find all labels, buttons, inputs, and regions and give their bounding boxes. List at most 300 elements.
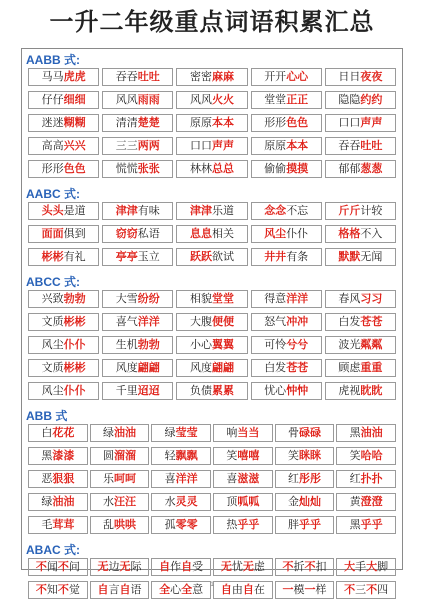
word-cell <box>275 470 335 488</box>
word-cell <box>102 91 173 109</box>
highlighted-chars: 大 <box>366 560 378 573</box>
plain-chars: 黑 <box>349 518 361 531</box>
plain-chars: 四 <box>377 583 389 596</box>
highlighted-chars: 冲冲 <box>286 315 309 328</box>
word-cell <box>28 137 99 155</box>
word-cell <box>336 516 396 534</box>
word-row <box>22 558 402 578</box>
highlighted-chars: 本本 <box>286 139 309 152</box>
word-cell <box>102 160 173 178</box>
word-cell <box>102 202 173 220</box>
highlighted-chars: 乎乎 <box>360 518 383 531</box>
plain-chars: 边 <box>108 560 120 573</box>
word-cell <box>176 160 247 178</box>
highlighted-chars: 勃勃 <box>137 338 160 351</box>
plain-chars: 知 <box>46 583 58 596</box>
plain-chars: 恶 <box>41 472 53 485</box>
plain-chars: 文质 <box>41 315 64 328</box>
word-cell <box>102 248 173 266</box>
highlighted-chars: 自 <box>97 583 109 596</box>
word-cell <box>176 225 247 243</box>
plain-chars: 水 <box>102 495 114 508</box>
word-cell <box>336 447 396 465</box>
plain-chars: 虎视 <box>338 384 361 397</box>
highlighted-chars: 头头 <box>41 204 64 217</box>
word-cell <box>102 359 173 377</box>
highlighted-chars: 火火 <box>211 93 234 106</box>
plain-chars: 怒气 <box>264 315 287 328</box>
highlighted-chars: 无 <box>242 560 254 573</box>
plain-chars: 俱到 <box>63 227 86 240</box>
highlighted-chars: 风尘 <box>264 227 287 240</box>
plain-chars: 郁郁 <box>338 162 361 175</box>
highlighted-chars: 澄澄 <box>360 495 383 508</box>
highlighted-chars: 灵灵 <box>175 495 198 508</box>
plain-chars: 文质 <box>41 361 64 374</box>
plain-chars: 形形 <box>41 162 64 175</box>
plain-chars: 千里 <box>115 384 138 397</box>
word-cell <box>151 516 211 534</box>
word-row <box>22 91 402 111</box>
plain-chars: 乱 <box>102 518 114 531</box>
plain-chars: 风度 <box>115 361 138 374</box>
highlighted-chars: 声声 <box>211 139 234 152</box>
plain-chars: 白发 <box>338 315 361 328</box>
plain-chars: 忧心 <box>264 384 287 397</box>
highlighted-chars: 声声 <box>360 116 383 129</box>
word-cell <box>325 382 396 400</box>
word-cell <box>275 558 335 576</box>
plain-chars: 相貌 <box>189 292 212 305</box>
highlighted-chars: 飘飘 <box>175 449 198 462</box>
word-cell <box>275 424 335 442</box>
word-cell <box>251 160 322 178</box>
highlighted-chars: 格格 <box>338 227 361 240</box>
highlighted-chars: 哄哄 <box>113 518 136 531</box>
word-cell <box>90 493 150 511</box>
plain-chars: 响 <box>226 426 238 439</box>
highlighted-chars: 念念 <box>264 204 287 217</box>
highlighted-chars: 默默 <box>338 250 361 263</box>
highlighted-chars: 无 <box>119 560 131 573</box>
plain-chars: 吞吞 <box>338 139 361 152</box>
plain-chars: 喜 <box>226 472 238 485</box>
plain-chars: 春风 <box>338 292 361 305</box>
highlighted-chars: 哈哈 <box>360 449 383 462</box>
word-cell <box>28 336 99 354</box>
word-cell <box>275 493 335 511</box>
word-cell <box>28 290 99 308</box>
plain-chars: 玉立 <box>137 250 160 263</box>
plain-chars: 金 <box>287 495 299 508</box>
word-cell <box>213 516 273 534</box>
highlighted-chars: 色色 <box>63 162 86 175</box>
plain-chars: 孤 <box>164 518 176 531</box>
word-cell <box>90 424 150 442</box>
plain-chars: 仆仆 <box>286 227 309 240</box>
plain-chars: 乐道 <box>211 204 234 217</box>
word-row <box>22 359 402 379</box>
page-number: 1 <box>210 582 214 588</box>
highlighted-chars: 粼粼 <box>360 338 383 351</box>
highlighted-chars: 迢迢 <box>137 384 160 397</box>
highlighted-chars: 糊糊 <box>63 116 86 129</box>
plain-chars: 密密 <box>189 70 212 83</box>
word-cell <box>90 558 150 576</box>
highlighted-chars: 窃窃 <box>115 227 138 240</box>
highlighted-chars: 不 <box>57 560 69 573</box>
plain-chars: 红 <box>287 472 299 485</box>
section-header: AABB 式: <box>26 53 80 67</box>
word-cell <box>325 202 396 220</box>
plain-chars: 隐隐 <box>338 93 361 106</box>
word-cell <box>28 470 88 488</box>
word-cell <box>251 290 322 308</box>
plain-chars: 原原 <box>264 139 287 152</box>
highlighted-chars: 不 <box>366 583 378 596</box>
plain-chars: 扣 <box>315 560 327 573</box>
plain-chars: 白发 <box>264 361 287 374</box>
word-row <box>22 493 402 513</box>
highlighted-chars: 雨雨 <box>137 93 160 106</box>
word-row <box>22 225 402 245</box>
highlighted-chars: 本本 <box>211 116 234 129</box>
word-cell <box>176 202 247 220</box>
plain-chars: 模 <box>293 583 305 596</box>
word-cell <box>28 516 88 534</box>
highlighted-chars: 不 <box>35 560 47 573</box>
highlighted-chars: 汪汪 <box>113 495 136 508</box>
highlighted-chars: 摸摸 <box>286 162 309 175</box>
plain-chars: 原原 <box>189 116 212 129</box>
highlighted-chars: 不 <box>344 583 356 596</box>
word-cell <box>28 424 88 442</box>
plain-chars: 笑 <box>287 449 299 462</box>
plain-chars: 忧 <box>231 560 243 573</box>
plain-chars: 折 <box>293 560 305 573</box>
highlighted-chars: 忡忡 <box>286 384 309 397</box>
word-row <box>22 516 402 536</box>
highlighted-chars: 全 <box>159 583 171 596</box>
plain-chars: 相关 <box>211 227 234 240</box>
plain-chars: 有礼 <box>63 250 86 263</box>
highlighted-chars: 无 <box>220 560 232 573</box>
plain-chars: 欲试 <box>211 250 234 263</box>
word-cell <box>176 382 247 400</box>
highlighted-chars: 漆漆 <box>52 449 75 462</box>
word-cell <box>176 336 247 354</box>
plain-chars: 际 <box>130 560 142 573</box>
plain-chars: 形形 <box>264 116 287 129</box>
plain-chars: 问 <box>68 560 80 573</box>
word-row <box>22 160 402 180</box>
word-cell <box>251 313 322 331</box>
highlighted-chars: 洋洋 <box>286 292 309 305</box>
highlighted-chars: 无 <box>97 560 109 573</box>
word-cell <box>251 225 322 243</box>
highlighted-chars: 油油 <box>113 426 136 439</box>
plain-chars: 喜 <box>164 472 176 485</box>
plain-chars: 风风 <box>115 93 138 106</box>
word-cell <box>28 91 99 109</box>
highlighted-chars: 莹莹 <box>175 426 198 439</box>
plain-chars: 风度 <box>189 361 212 374</box>
highlighted-chars: 呵呵 <box>113 472 136 485</box>
word-cell <box>90 470 150 488</box>
plain-chars: 风风 <box>189 93 212 106</box>
word-cell <box>28 493 88 511</box>
highlighted-chars: 碌碌 <box>298 426 321 439</box>
highlighted-chars: 津津 <box>115 204 138 217</box>
word-cell <box>325 225 396 243</box>
word-cell <box>151 470 211 488</box>
plain-chars: 风尘 <box>41 338 64 351</box>
word-row <box>22 313 402 333</box>
plain-chars: 私语 <box>137 227 160 240</box>
plain-chars: 吞吞 <box>115 70 138 83</box>
highlighted-chars: 约约 <box>360 93 383 106</box>
plain-chars: 大雪 <box>115 292 138 305</box>
highlighted-chars: 苍苍 <box>286 361 309 374</box>
plain-chars: 三 <box>355 583 367 596</box>
word-cell <box>28 225 99 243</box>
highlighted-chars: 一 <box>282 583 294 596</box>
plain-chars: 水 <box>164 495 176 508</box>
plain-chars: 绿 <box>164 426 176 439</box>
plain-chars: 黄 <box>349 495 361 508</box>
highlighted-chars: 张张 <box>137 162 160 175</box>
word-row <box>22 68 402 88</box>
highlighted-chars: 纷纷 <box>137 292 160 305</box>
highlighted-chars: 总总 <box>211 162 234 175</box>
highlighted-chars: 自 <box>242 583 254 596</box>
highlighted-chars: 葱葱 <box>360 162 383 175</box>
plain-chars: 乐 <box>102 472 114 485</box>
plain-chars: 胖 <box>287 518 299 531</box>
highlighted-chars: 翩翩 <box>137 361 160 374</box>
plain-chars: 开开 <box>264 70 287 83</box>
word-cell <box>213 424 273 442</box>
section-header: ABB 式 <box>26 409 68 423</box>
section-header: ABAC 式: <box>26 543 80 557</box>
highlighted-chars: 兴兴 <box>63 139 86 152</box>
plain-chars: 马马 <box>41 70 64 83</box>
plain-chars: 生机 <box>115 338 138 351</box>
word-cell <box>151 558 211 576</box>
highlighted-chars: 油油 <box>360 426 383 439</box>
plain-chars: 有条 <box>286 250 309 263</box>
highlighted-chars: 翩翩 <box>211 361 234 374</box>
word-cell <box>336 558 396 576</box>
highlighted-chars: 大 <box>344 560 356 573</box>
plain-chars: 口口 <box>189 139 212 152</box>
plain-chars: 由 <box>231 583 243 596</box>
word-cell <box>325 68 396 86</box>
word-cell <box>102 313 173 331</box>
word-row <box>22 114 402 134</box>
word-cell <box>176 68 247 86</box>
highlighted-chars: 滋滋 <box>237 472 260 485</box>
plain-chars: 顾虑 <box>338 361 361 374</box>
plain-chars: 黑 <box>349 426 361 439</box>
plain-chars: 闻 <box>46 560 58 573</box>
plain-chars: 样 <box>315 583 327 596</box>
word-cell <box>176 313 247 331</box>
word-cell <box>176 359 247 377</box>
highlighted-chars: 跃跃 <box>189 250 212 263</box>
highlighted-chars: 细细 <box>63 93 86 106</box>
word-cell <box>325 336 396 354</box>
plain-chars: 笑 <box>349 449 361 462</box>
plain-chars: 有味 <box>137 204 160 217</box>
highlighted-chars: 乎乎 <box>237 518 260 531</box>
plain-chars: 兴致 <box>41 292 64 305</box>
plain-chars: 语 <box>130 583 142 596</box>
plain-chars: 波光 <box>338 338 361 351</box>
plain-chars: 笑 <box>226 449 238 462</box>
plain-chars: 红 <box>349 472 361 485</box>
highlighted-chars: 彬彬 <box>63 361 86 374</box>
plain-chars: 清清 <box>115 116 138 129</box>
plain-chars: 三三 <box>115 139 138 152</box>
highlighted-chars: 重重 <box>360 361 383 374</box>
highlighted-chars: 吐吐 <box>137 70 160 83</box>
word-cell <box>251 137 322 155</box>
highlighted-chars: 仆仆 <box>63 384 86 397</box>
highlighted-chars: 彤彤 <box>298 472 321 485</box>
plain-chars: 得意 <box>264 292 287 305</box>
highlighted-chars: 兮兮 <box>286 338 309 351</box>
word-cell <box>325 137 396 155</box>
plain-chars: 喜气 <box>115 315 138 328</box>
highlighted-chars: 彬彬 <box>41 250 64 263</box>
highlighted-chars: 自 <box>181 560 193 573</box>
highlighted-chars: 自 <box>220 583 232 596</box>
highlighted-chars: 心心 <box>286 70 309 83</box>
page-title: 一升二年级重点词语积累汇总 <box>49 8 375 36</box>
plain-chars: 风尘 <box>41 384 64 397</box>
word-cell <box>213 493 273 511</box>
plain-chars: 大腹 <box>189 315 212 328</box>
word-cell <box>151 493 211 511</box>
word-cell <box>28 359 99 377</box>
word-cell <box>28 447 88 465</box>
plain-chars: 作 <box>170 560 182 573</box>
word-cell <box>28 114 99 132</box>
highlighted-chars: 吐吐 <box>360 139 383 152</box>
word-cell <box>28 68 99 86</box>
word-cell <box>251 382 322 400</box>
plain-chars: 无闻 <box>360 250 383 263</box>
word-cell <box>28 248 99 266</box>
highlighted-chars: 面面 <box>41 227 64 240</box>
word-row <box>22 470 402 490</box>
plain-chars: 不忘 <box>286 204 309 217</box>
word-row <box>22 424 402 444</box>
word-cell <box>325 248 396 266</box>
highlighted-chars: 息息 <box>189 227 212 240</box>
word-cell <box>336 493 396 511</box>
word-row <box>22 137 402 157</box>
plain-chars: 意 <box>192 583 204 596</box>
word-cell <box>251 336 322 354</box>
plain-chars: 绿 <box>102 426 114 439</box>
plain-chars: 偷偷 <box>264 162 287 175</box>
highlighted-chars: 眯眯 <box>298 449 321 462</box>
plain-chars: 日日 <box>338 70 361 83</box>
plain-chars: 手 <box>355 560 367 573</box>
word-cell <box>336 424 396 442</box>
highlighted-chars: 虎虎 <box>63 70 86 83</box>
word-row <box>22 447 402 467</box>
plain-chars: 负债 <box>189 384 212 397</box>
plain-chars: 慌慌 <box>115 162 138 175</box>
word-row <box>22 336 402 356</box>
highlighted-chars: 自 <box>119 583 131 596</box>
highlighted-chars: 乎乎 <box>298 518 321 531</box>
plain-chars: 脚 <box>377 560 389 573</box>
plain-chars: 高高 <box>41 139 64 152</box>
word-cell <box>102 68 173 86</box>
plain-chars: 在 <box>253 583 265 596</box>
plain-chars: 毛 <box>41 518 53 531</box>
word-cell <box>251 202 322 220</box>
plain-chars: 白 <box>41 426 53 439</box>
word-cell <box>28 202 99 220</box>
highlighted-chars: 油油 <box>52 495 75 508</box>
plain-chars: 计较 <box>360 204 383 217</box>
plain-chars: 小心 <box>189 338 212 351</box>
word-cell <box>176 290 247 308</box>
word-cell <box>213 447 273 465</box>
word-cell <box>102 225 173 243</box>
word-cell <box>102 290 173 308</box>
highlighted-chars: 不 <box>35 583 47 596</box>
plain-chars: 言 <box>108 583 120 596</box>
highlighted-chars: 翼翼 <box>211 338 234 351</box>
highlighted-chars: 堂堂 <box>211 292 234 305</box>
word-cell <box>151 447 211 465</box>
plain-chars: 口口 <box>338 116 361 129</box>
word-cell <box>102 336 173 354</box>
plain-chars: 不入 <box>360 227 383 240</box>
word-cell <box>28 160 99 178</box>
plain-chars: 圆 <box>102 449 114 462</box>
word-cell <box>251 359 322 377</box>
word-cell <box>251 68 322 86</box>
highlighted-chars: 眈眈 <box>360 384 383 397</box>
highlighted-chars: 自 <box>159 560 171 573</box>
word-cell <box>28 382 99 400</box>
plain-chars: 虑 <box>253 560 265 573</box>
word-cell <box>325 91 396 109</box>
highlighted-chars: 花花 <box>52 426 75 439</box>
highlighted-chars: 灿灿 <box>298 495 321 508</box>
word-cell <box>102 382 173 400</box>
word-cell <box>325 359 396 377</box>
section-header: ABCC 式: <box>26 275 80 289</box>
word-cell <box>176 137 247 155</box>
word-cell <box>325 160 396 178</box>
plain-chars: 觉 <box>68 583 80 596</box>
plain-chars: 热 <box>226 518 238 531</box>
highlighted-chars: 斤斤 <box>338 204 361 217</box>
highlighted-chars: 嘻嘻 <box>237 449 260 462</box>
plain-chars: 受 <box>192 560 204 573</box>
highlighted-chars: 麻麻 <box>211 70 234 83</box>
highlighted-chars: 不 <box>57 583 69 596</box>
highlighted-chars: 溜溜 <box>113 449 136 462</box>
